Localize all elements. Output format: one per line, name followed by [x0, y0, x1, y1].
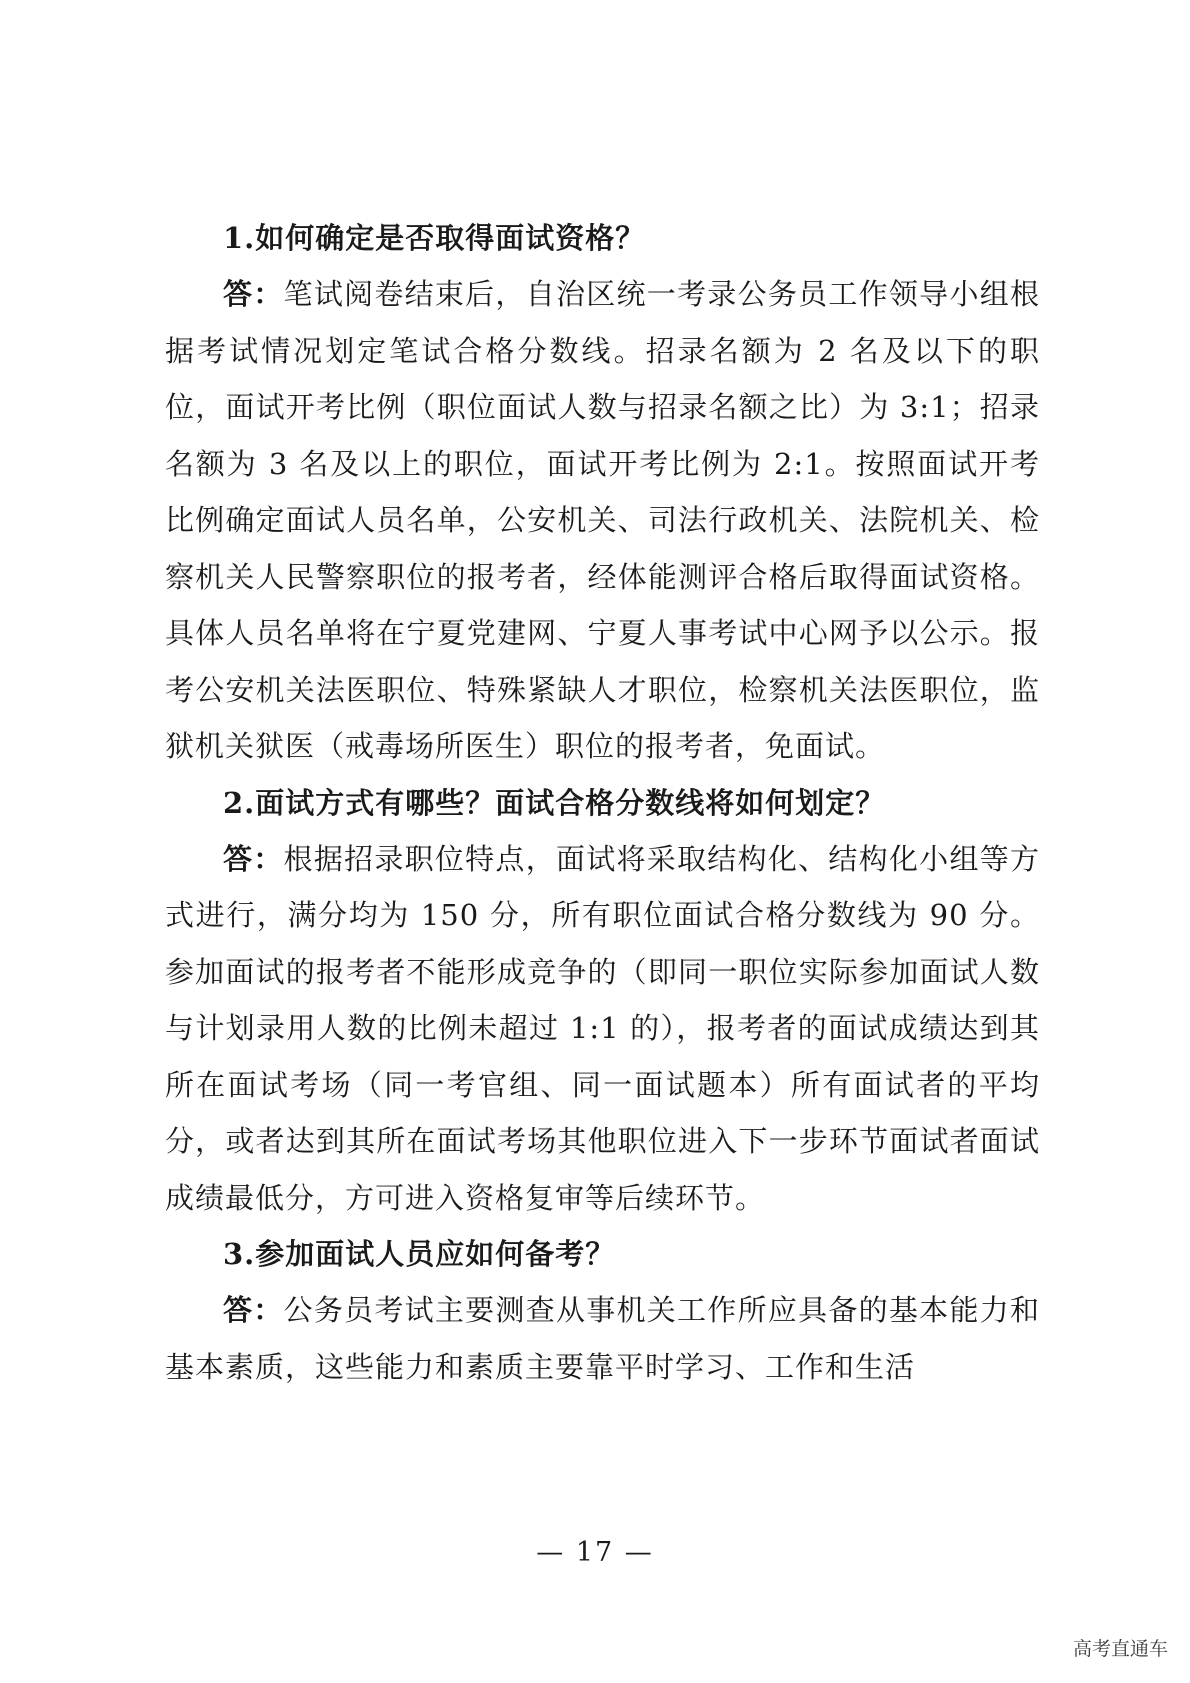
question-heading: 3.参加面试人员应如何备考？ — [223, 1237, 616, 1271]
answer-text: 根据招录职位特点，面试将采取结构化、结构化小组等方式进行，满分均为 150 分，所有职位面试合格分数线为 90 分。参加面试的报考者不能形成竞争的（即同一职位实际参加面试人数与计划录用人数的比例未超过 1:1 的），报考者的面试成绩达到其所在面试考场（同一考官组、同一面试题本）所有面试者的平均分，或者达到其所在面试考场其他职位进入下一步环节面试者面试成绩最低分，方可进入资格复审等后续环节。 — [165, 841, 1040, 1215]
answer-paragraph — [165, 266, 1040, 775]
answer-label: 答： — [223, 841, 284, 876]
answer-paragraph — [165, 1282, 1040, 1395]
document-body — [165, 210, 1040, 1395]
page-number: — 17 — — [536, 1537, 654, 1568]
question-heading: 2.面试方式有哪些？面试合格分数线将如何划定？ — [223, 785, 886, 820]
question-heading: 1.如何确定是否取得面试资格？ — [223, 221, 646, 255]
answer-paragraph — [165, 831, 1040, 1227]
answer-text: 公务员考试主要测查从事机关工作所应具备的基本能力和基本素质，这些能力和素质主要靠平时学习、工作和生活 — [165, 1293, 1040, 1384]
answer-text: 笔试阅卷结束后，自治区统一考录公务员工作领导小组根据考试情况划定笔试合格分数线。招录名额为 2 名及以下的职位，面试开考比例（职位面试人数与招录名额之比）为 3:1；招录名额为 3 名及以上的职位，面试开考比例为 2:1。按照面试开考比例确定面试人员名单，公安机关、司法行政机关、法院机关、检察机关人民警察职位的报考者，经体能测评合格后取得面试资格。具体人员名单将在宁夏党建网、宁夏人事考试中心网予以公示。报考公安机关法医职位、特殊紧缺人才职位，检察机关法医职位，监狱机关狱医（戒毒场所医生）职位的报考者，免面试。 — [165, 277, 1040, 763]
answer-label: 答： — [223, 277, 284, 311]
answer-label: 答： — [223, 1293, 284, 1327]
watermark: 高考直通车 — [1072, 1638, 1168, 1660]
